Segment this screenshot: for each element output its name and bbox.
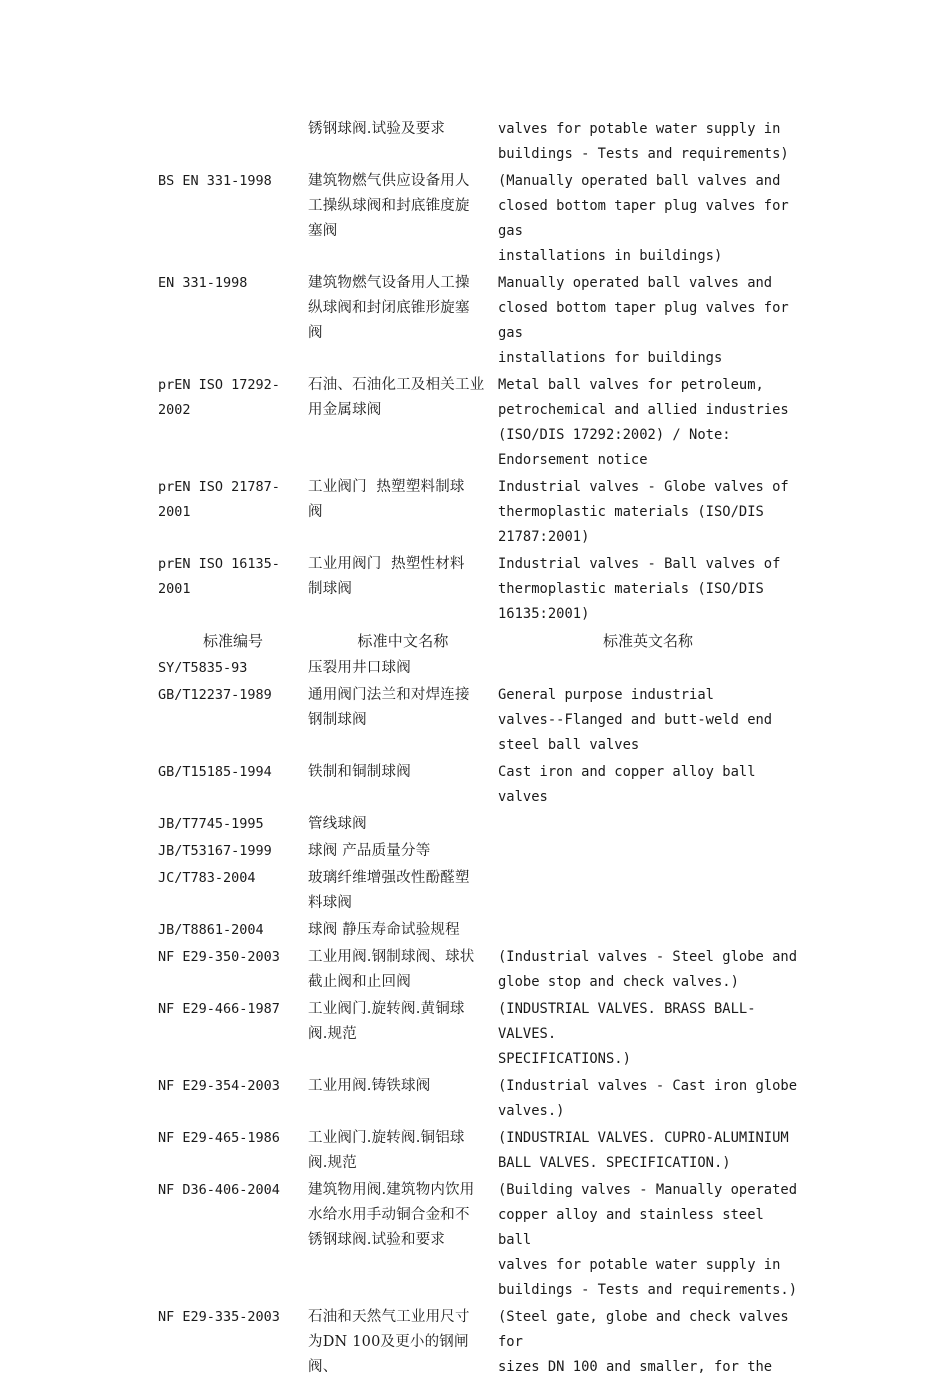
standard-code: NF E29-354-2003 — [158, 1078, 280, 1094]
chinese-name: 工业用阀.铸铁球阀 — [308, 1078, 431, 1094]
english-name: (INDUSTRIAL VALVES. CUPRO-ALUMINIUM BALL VALVES. SPECIFICATION.) — [498, 1130, 789, 1171]
chinese-name: 建筑物用阀.建筑物内饮用 水给水用手动铜合金和不 锈钢球阀.试验和要求 — [308, 1182, 475, 1248]
table-body-bottom — [158, 656, 798, 1380]
chinese-name: 工业用阀门 热塑性材料 制球阀 — [308, 556, 465, 597]
chinese-name: 锈钢球阀.试验及要求 — [308, 121, 446, 137]
standard-code: JB/T8861-2004 — [158, 922, 264, 938]
english-name: (INDUSTRIAL VALVES. BRASS BALL-VALVES. SPECIFICATIONS.) — [498, 1001, 756, 1067]
english-name: (Manually operated ball valves and closed bottom taper plug valves for gas installations in buildings) — [498, 173, 789, 264]
table-row — [158, 812, 798, 837]
chinese-name: 球阀 静压寿命试验规程 — [308, 922, 460, 938]
english-name: General purpose industrial valves--Flanged and butt-weld end steel ball valves — [498, 687, 773, 753]
table-row — [158, 683, 798, 758]
table-row — [158, 1074, 798, 1124]
table-row — [158, 271, 798, 371]
table-row — [158, 918, 798, 943]
standard-code: prEN ISO 17292-2002 — [158, 377, 280, 418]
english-name: Metal ball valves for petroleum, petrochemical and allied industries (ISO/DIS 17292:2002) / Note: Endorsement notice — [498, 377, 789, 468]
chinese-name: 工业阀门.旋转阀.黄铜球 阀.规范 — [308, 1001, 465, 1042]
table-row — [158, 475, 798, 550]
english-name: (Industrial valves - Cast iron globe valves.) — [498, 1078, 798, 1119]
standard-code: JB/T7745-1995 — [158, 816, 264, 832]
chinese-name: 玻璃纤维增强改性酚醛塑 料球阀 — [308, 870, 470, 911]
standard-code: GB/T15185-1994 — [158, 764, 272, 780]
standard-code: prEN ISO 16135-2001 — [158, 556, 280, 597]
chinese-name: 建筑物燃气设备用人工操 纵球阀和封闭底锥形旋塞 阀 — [308, 275, 470, 341]
chinese-name: 石油、石油化工及相关工业 用金属球阀 — [308, 377, 485, 418]
standard-code: GB/T12237-1989 — [158, 687, 272, 703]
standard-code: SY/T5835-93 — [158, 660, 248, 676]
table-body-top — [158, 117, 798, 627]
english-name: valves for potable water supply in buildings - Tests and requirements) — [498, 121, 789, 162]
table-row — [158, 866, 798, 916]
english-name: (Building valves - Manually operated copper alloy and stainless steel ball valves for potable water supply in buildings - Tests and requirements.) — [498, 1182, 798, 1298]
table-row — [158, 839, 798, 864]
english-name: Cast iron and copper alloy ball valves — [498, 764, 764, 805]
standard-code: JC/T783-2004 — [158, 870, 256, 886]
standard-code: JB/T53167-1999 — [158, 843, 272, 859]
table-row — [158, 169, 798, 269]
table-row — [158, 373, 798, 473]
standard-code: prEN ISO 21787-2001 — [158, 479, 280, 520]
chinese-name: 石油和天然气工业用尺寸 为DN 100及更小的钢闸阀、 — [308, 1309, 470, 1375]
chinese-name: 通用阀门法兰和对焊连接 钢制球阀 — [308, 687, 470, 728]
standard-code: NF E29-465-1986 — [158, 1130, 280, 1146]
table-row — [158, 552, 798, 627]
standard-code: BS EN 331-1998 — [158, 173, 272, 189]
table-row — [158, 117, 798, 167]
chinese-name: 工业阀门 热塑塑料制球 阀 — [308, 479, 465, 520]
chinese-name: 压裂用井口球阀 — [308, 660, 411, 676]
table-row — [158, 997, 798, 1072]
english-name: Industrial valves - Ball valves of thermoplastic materials (ISO/DIS 16135:2001) — [498, 556, 781, 622]
english-name: Manually operated ball valves and closed bottom taper plug valves for gas installations for buildings — [498, 275, 789, 366]
chinese-name: 工业阀门.旋转阀.铜铝球 阀.规范 — [308, 1130, 465, 1171]
standard-code: NF E29-466-1987 — [158, 1001, 280, 1017]
table-header-row — [158, 629, 798, 654]
standard-code: NF D36-406-2004 — [158, 1182, 280, 1198]
english-name: Industrial valves - Globe valves of thermoplastic materials (ISO/DIS 21787:2001) — [498, 479, 789, 545]
chinese-name: 管线球阀 — [308, 816, 367, 832]
table-row — [158, 945, 798, 995]
chinese-name: 球阀 产品质量分等 — [308, 843, 431, 859]
english-name: (Steel gate, globe and check valves for sizes DN 100 and smaller, for the — [498, 1309, 789, 1375]
standard-code: EN 331-1998 — [158, 275, 248, 291]
header-english-name: 标准英文名称 — [602, 632, 693, 650]
chinese-name: 工业用阀.钢制球阀、球状 截止阀和止回阀 — [308, 949, 475, 990]
table-row — [158, 656, 798, 681]
header-code: 标准编号 — [202, 632, 263, 650]
table-row — [158, 760, 798, 810]
standard-code: NF E29-335-2003 — [158, 1309, 280, 1325]
chinese-name: 建筑物燃气供应设备用人 工操纵球阀和封底锥度旋 塞阀 — [308, 173, 470, 239]
standard-code: NF E29-350-2003 — [158, 949, 280, 965]
english-name: (Industrial valves - Steel globe and globe stop and check valves.) — [498, 949, 798, 990]
standards-table — [158, 117, 798, 1382]
chinese-name: 铁制和铜制球阀 — [308, 764, 411, 780]
table-row — [158, 1126, 798, 1176]
header-chinese-name: 标准中文名称 — [357, 632, 449, 650]
table-row — [158, 1305, 798, 1380]
table-row — [158, 1178, 798, 1303]
